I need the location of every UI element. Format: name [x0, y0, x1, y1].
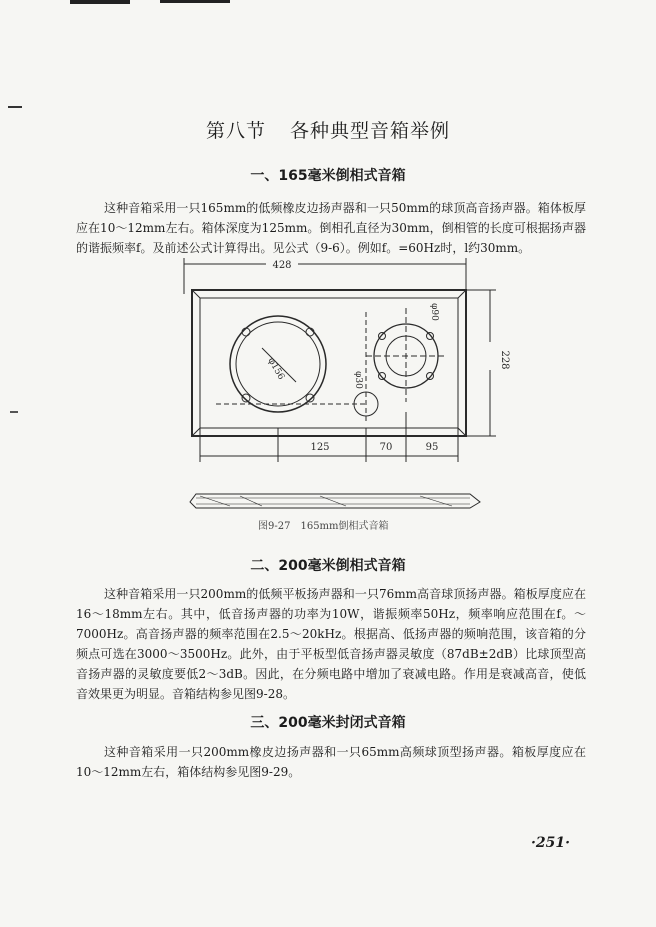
paragraph-200mm-reflex: [76, 584, 586, 704]
section-hatch: [200, 496, 452, 506]
mounting-hole: [427, 373, 434, 380]
cabinet-inner: [200, 298, 458, 428]
paragraph-text: 这种音箱采用一只200mm的低频平板扬声器和一只76mm高音球顶扬声器。箱板厚度应在16～18mm左右。其中，低音扬声器的功率为10W，谐振频率50Hz，频率响应范围在f。～7000Hz。高音扬声器的频率范围在2.5～20kHz。根据高、低扬声器的频响范围，该音箱的分频点可选在3000～3500Hz。此外，由于平板型低音扬声器灵敏度（87dB±2dB）比球顶型高音扬声器的灵敏度要低2～3dB。因此，在分频电路中增加了衰减电路。作用是衰减高音，使低音效果更为明显。音箱结构参见图9-28。: [76, 587, 586, 701]
mounting-hole: [379, 333, 386, 340]
paragraph-165mm: [76, 198, 586, 258]
paragraph-text: 这种音箱采用一只165mm的低频橡皮边扬声器和一只50mm的球顶高音扬声器。箱体板厚应在10～12mm左右。箱体深度为125mm。倒相孔直径为30mm，倒相管的长度可根据扬声器的谐振频率f。及前述公式计算得出。见公式（9-6）。例如f。=60Hz时，l约30mm。: [76, 201, 586, 255]
section-number: 第八节: [205, 120, 266, 142]
dim-label-95: 95: [425, 442, 439, 453]
label-woofer-diameter: φ156: [265, 356, 286, 382]
dim-label-width: 428: [272, 260, 292, 271]
heading-200mm-sealed: 三、200毫米封闭式音箱: [250, 715, 406, 731]
bevel-line: [458, 290, 466, 298]
scan-artifact: [8, 106, 22, 108]
mounting-hole: [427, 333, 434, 340]
paragraph-200mm-sealed: [76, 742, 586, 782]
dim-label-70: 70: [379, 442, 393, 453]
label-tweeter-diameter: φ90: [429, 303, 439, 321]
label-port-diameter: φ30: [353, 371, 363, 389]
bevel-line: [458, 428, 466, 436]
page-number: ·251·: [531, 835, 570, 851]
dim-label-125: 125: [310, 442, 330, 453]
scan-artifact: [10, 411, 18, 413]
scan-artifact: [160, 0, 230, 3]
speaker-cabinet-drawing: [170, 252, 510, 522]
heading-200mm-reflex: 二、200毫米倒相式音箱: [250, 558, 406, 574]
paragraph-text: 这种音箱采用一只200mm橡皮边扬声器和一只65mm高频球顶型扬声器。箱板厚度应在10～12mm左右，箱体结构参见图9-29。: [76, 745, 586, 779]
dim-label-height: 228: [499, 350, 510, 370]
figure-caption: 图9-27 165mm倒相式音箱: [258, 521, 389, 532]
page-title: [0, 116, 656, 143]
heading-165mm: 一、165毫米倒相式音箱: [250, 168, 406, 184]
mounting-hole: [379, 373, 386, 380]
bevel-line: [192, 428, 200, 436]
section-title-text: 各种典型音箱举例: [290, 120, 451, 142]
bevel-line: [192, 290, 200, 298]
scan-artifact: [70, 0, 130, 4]
